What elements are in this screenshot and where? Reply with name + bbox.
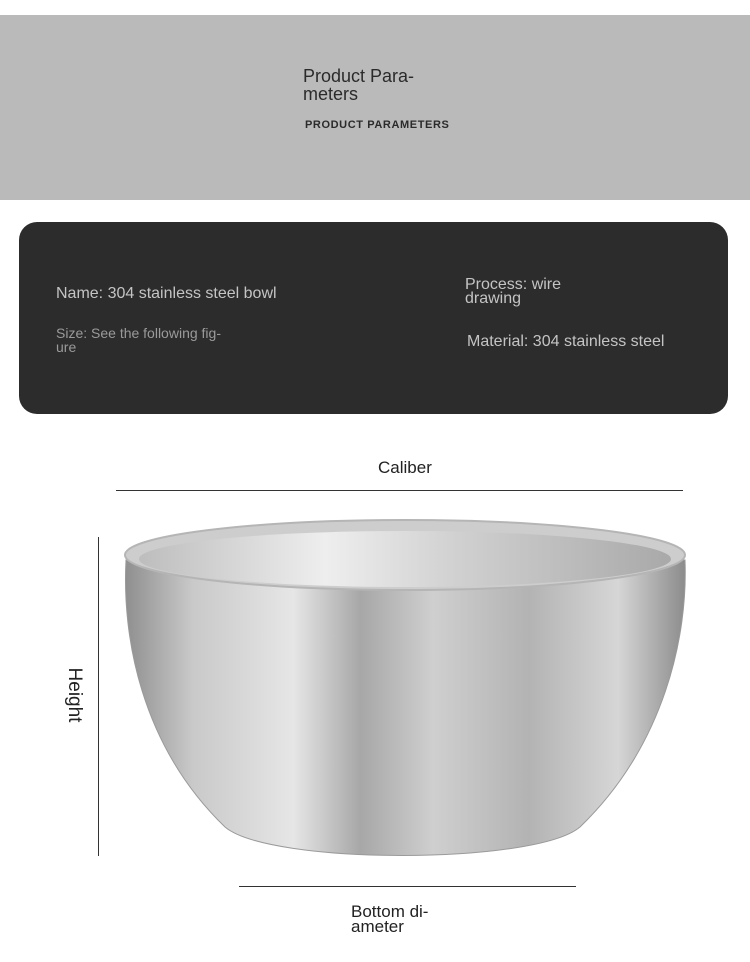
bottom-diameter-label: [351, 904, 451, 934]
page-title: [303, 67, 453, 103]
bowl-image: [120, 515, 690, 870]
height-label: Height: [64, 667, 85, 723]
spec-size-line-1: Size: See the following fig-: [56, 325, 221, 341]
header-band: [0, 15, 750, 200]
bottom-diameter-line: [239, 886, 576, 887]
caliber-label: Caliber: [378, 458, 432, 477]
bowl-interior: [139, 531, 671, 587]
caliber-dimension-line: [116, 490, 683, 491]
spec-process-line-2: drawing: [465, 290, 522, 307]
bottom-diameter-label-line-2: ameter: [351, 917, 404, 936]
spec-material: Material: 304 stainless steel: [467, 333, 665, 350]
spec-size-line-2: ure: [56, 339, 77, 355]
spec-card: [19, 222, 728, 414]
page-subtitle: PRODUCT PARAMETERS: [305, 119, 450, 131]
spec-process: [465, 278, 585, 306]
bottom-diameter-label-line-1: Bottom di-: [351, 902, 429, 921]
spec-name: Name: 304 stainless steel bowl: [56, 285, 277, 302]
spec-size: [56, 326, 236, 354]
page-title-line-2: meters: [303, 84, 359, 104]
spec-process-line-1: Process: wire: [465, 276, 562, 293]
bowl-body: [125, 560, 685, 856]
height-dimension-line: [98, 537, 99, 856]
page-title-line-1: Product Para-: [303, 66, 415, 86]
